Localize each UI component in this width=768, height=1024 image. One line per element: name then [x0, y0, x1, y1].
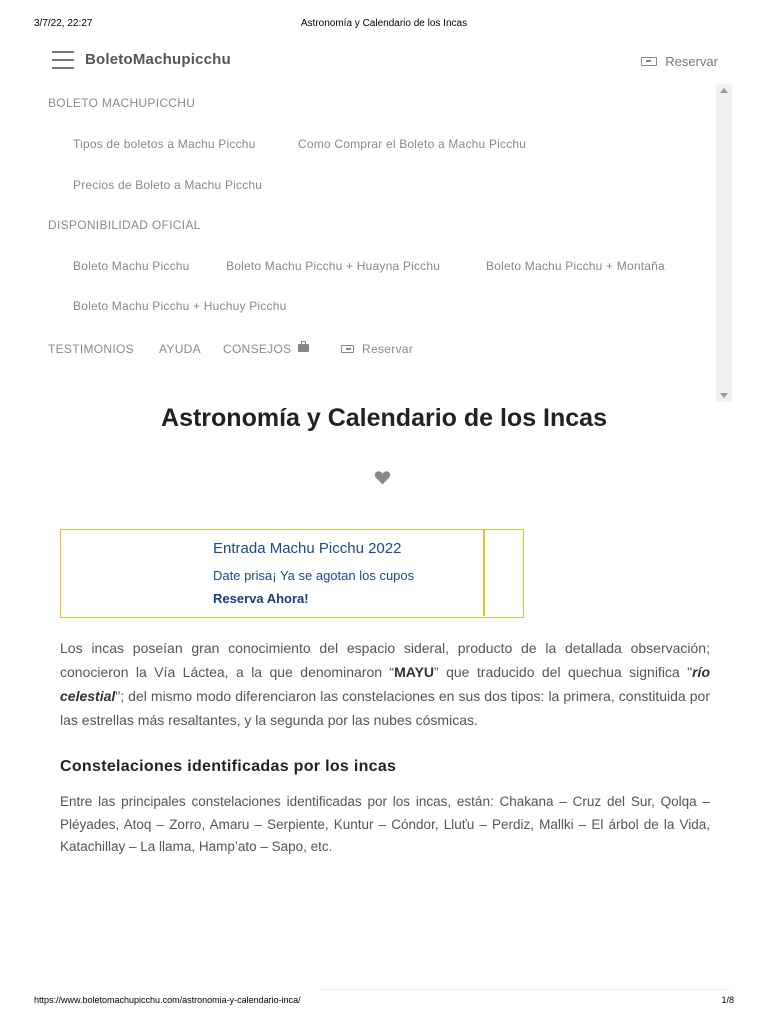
- site-header: [0, 44, 768, 78]
- section-heading: Constelaciones identificadas por los incas: [60, 758, 397, 775]
- intro-italic-rio: río celestial: [60, 664, 710, 704]
- menu-testimonios[interactable]: TESTIMONIOS: [48, 342, 134, 356]
- print-date: 3/7/22, 22:27: [34, 18, 93, 29]
- menu-boleto-machupicchu[interactable]: BOLETO MACHUPICCHU: [48, 96, 196, 110]
- menu-boleto-huayna[interactable]: Boleto Machu Picchu + Huayna Picchu: [226, 259, 441, 273]
- heart-icon[interactable]: [374, 470, 391, 485]
- menu-precios[interactable]: Precios de Boleto a Machu Picchu: [73, 178, 263, 192]
- print-page-number: 1/8: [721, 995, 734, 1005]
- print-footer: [0, 995, 768, 1009]
- page-title: Astronomía y Calendario de los Incas: [161, 404, 607, 432]
- menu-scrollbar[interactable]: [716, 84, 732, 402]
- top-reserve-label: Reservar: [665, 54, 718, 69]
- scroll-up-arrow-icon[interactable]: [720, 88, 728, 93]
- menu-consejos-label: CONSEJOS: [223, 342, 292, 356]
- constellations-paragraph: Entre las principales constelaciones identificadas por los incas, están: Chakana – Cruz del Sur, Qolqa – Pléyades, Atoq – Zorro, Amaru – Serpiente, Kuntur – Cóndor, Lluťu – Perdiz, Mallki – El árbol de la Vida, Katachillay – La llama, Hamp’ato – Sapo, etc.: [60, 794, 710, 854]
- menu-boleto-montana[interactable]: Boleto Machu Picchu + Montaña: [486, 259, 665, 273]
- nav-menu: [36, 84, 716, 402]
- print-url: https://www.boletomachupicchu.com/astronomia-y-calendario-inca/: [34, 995, 301, 1005]
- print-title: Astronomía y Calendario de los Incas: [300, 18, 468, 29]
- brand-logo[interactable]: BoletoMachupicchu: [85, 51, 231, 68]
- menu-boleto-huchuy[interactable]: Boleto Machu Picchu + Huchuy Picchu: [73, 299, 287, 313]
- footer-divider: [320, 989, 730, 990]
- menu-tipos-boletos[interactable]: Tipos de boletos a Machu Picchu: [73, 137, 256, 151]
- menu-reservar[interactable]: [341, 342, 413, 356]
- top-reserve-button[interactable]: [641, 54, 718, 69]
- menu-ayuda[interactable]: AYUDA: [159, 342, 201, 356]
- ticket-icon: [341, 345, 354, 353]
- menu-boleto-mp[interactable]: Boleto Machu Picchu: [73, 259, 190, 273]
- promo-subtitle: Date prisa¡ Ya se agotan los cupos: [213, 568, 415, 583]
- scroll-down-arrow-icon[interactable]: [720, 393, 728, 398]
- promo-cta-link[interactable]: Reserva Ahora!: [213, 591, 309, 606]
- menu-como-comprar[interactable]: Como Comprar el Boleto a Machu Picchu: [298, 137, 527, 151]
- promo-divider: [483, 530, 485, 616]
- hamburger-icon[interactable]: [52, 51, 74, 69]
- menu-disponibilidad[interactable]: DISPONIBILIDAD OFICIAL: [48, 218, 201, 232]
- intro-bold-mayu: MAYU: [394, 664, 435, 680]
- briefcase-icon: [298, 344, 309, 352]
- promo-title: Entrada Machu Picchu 2022: [213, 540, 402, 557]
- promo-banner[interactable]: [60, 529, 524, 618]
- intro-text-2: ” que traducido del quechua significa ": [434, 664, 693, 680]
- ticket-icon: [641, 57, 657, 66]
- intro-text-3: "; del mismo modo diferenciaron las constelaciones en sus dos tipos: la primera, constituida por las estrellas más resaltantes, y la segunda por las nubes cósmicas.: [60, 688, 710, 728]
- print-header: [0, 18, 768, 32]
- menu-consejos[interactable]: [223, 342, 309, 356]
- intro-paragraph: [60, 636, 710, 732]
- intro-text-1: Los incas poseían gran conocimiento del espacio sideral, producto de la detallada observación; conocieron la Vía Láctea, a la que denominaron “: [60, 640, 710, 680]
- menu-reservar-label: Reservar: [362, 342, 414, 356]
